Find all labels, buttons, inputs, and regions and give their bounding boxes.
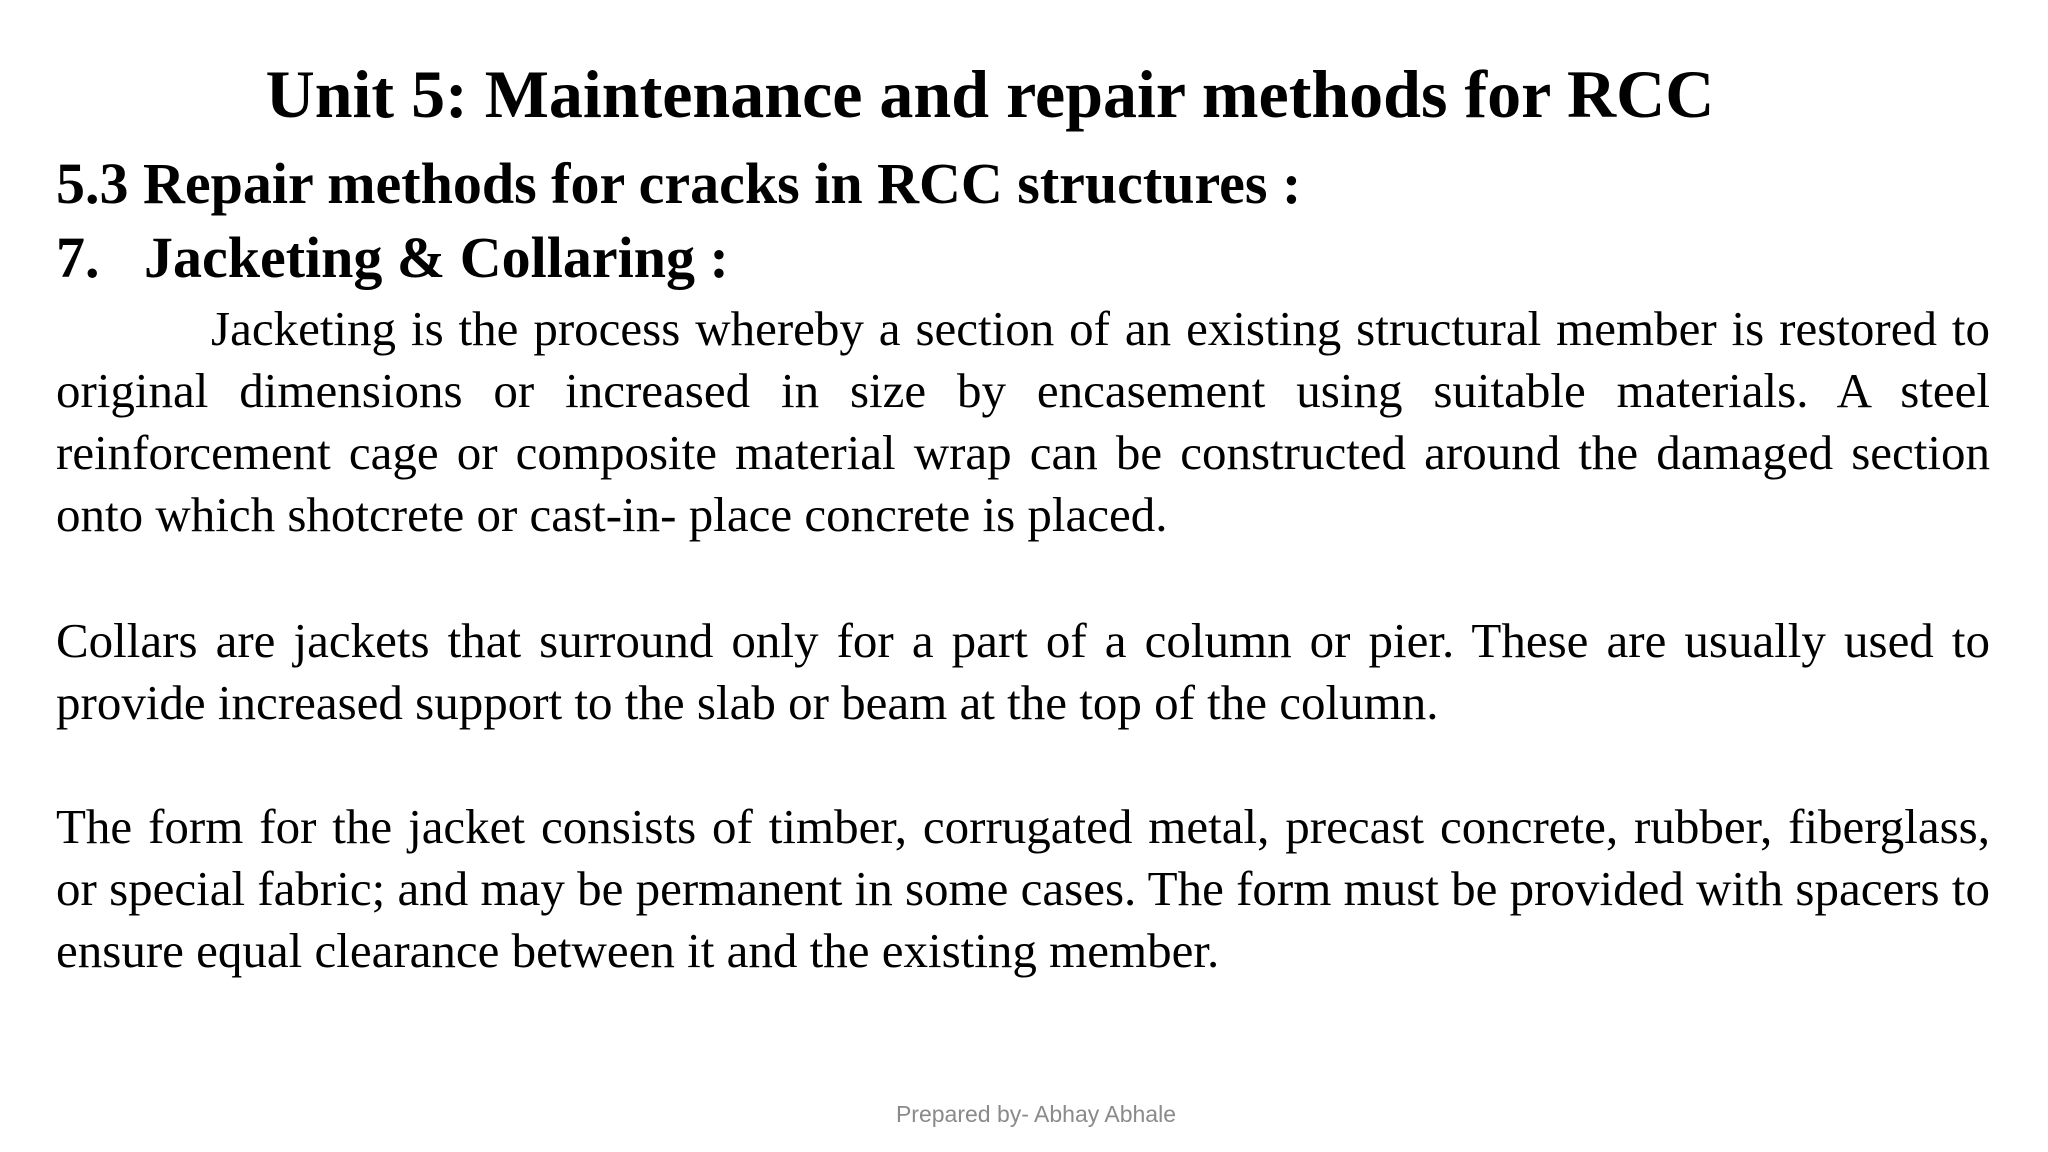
subheading-number: 7. <box>56 225 100 290</box>
subheading <box>56 222 729 294</box>
paragraph-jacketing: Jacketing is the process whereby a section of an existing structural member is restored to original dimensions or increased in size by encasement using suitable materials. A steel reinforcement cage or composite material wrap can be constructed around the damaged section onto which shotcrete or cast-in- place concrete is placed. <box>56 301 1990 542</box>
subheading-label: Jacketing & Collaring : <box>144 225 729 290</box>
footer-credit: Prepared by- Abhay Abhale <box>895 1101 1177 1127</box>
slide-title: Unit 5: Maintenance and repair methods for RCC <box>265 56 1715 132</box>
paragraph-form: The form for the jacket consists of timber, corrugated metal, precast concrete, rubber, fiberglass, or special fabric; and may be permanent in some cases. The form must be provided with spacers to ensure equal clearance between it and the existing member. <box>56 799 1990 978</box>
paragraph-collars: Collars are jackets that surround only for a part of a column or pier. These are usually used to provide increased support to the slab or beam at the top of the column. <box>56 613 1990 730</box>
section-heading: 5.3 Repair methods for cracks in RCC structures : <box>56 151 1302 216</box>
